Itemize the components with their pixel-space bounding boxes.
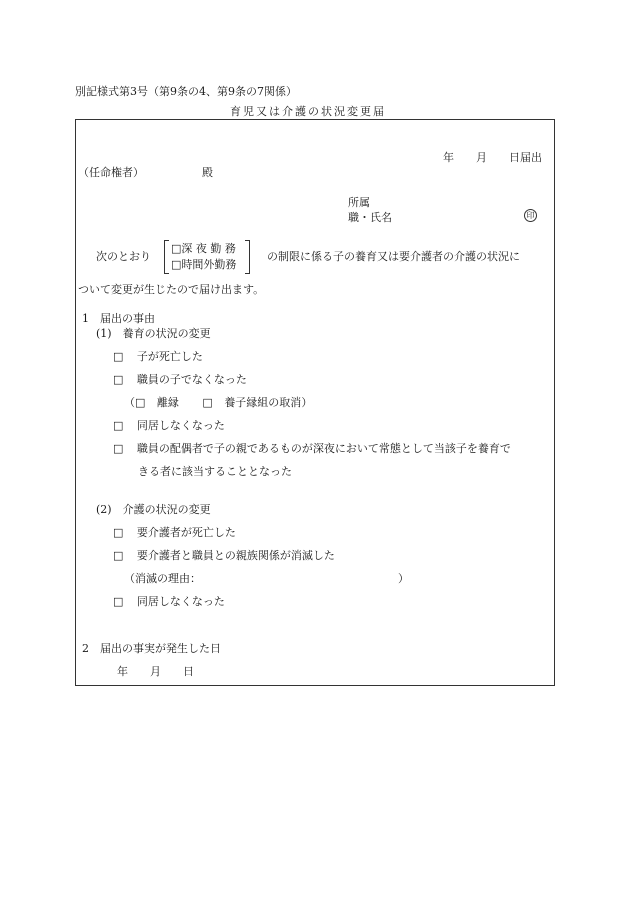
item-kinship-ended[interactable] xyxy=(113,550,335,561)
submission-date[interactable]: 年 月 日届出 xyxy=(443,151,542,164)
checkbox-icon[interactable]: □ xyxy=(202,396,213,409)
paren-open: （ xyxy=(124,396,135,409)
intro-text-line1: の制限に係る子の養育又は要介護者の介護の状況に xyxy=(267,250,520,263)
checkbox-icon[interactable]: □ xyxy=(113,595,124,608)
occurrence-date[interactable]: 年 月 日 xyxy=(117,665,194,678)
bracket-right xyxy=(245,240,250,274)
name-label: 職・氏名 xyxy=(348,211,392,224)
checkbox-icon[interactable]: □ xyxy=(113,419,124,432)
option-label: 時間外勤務 xyxy=(181,258,237,271)
affiliation-label: 所属 xyxy=(348,196,370,209)
item-label: 同居しなくなった xyxy=(136,595,225,608)
item-care-no-longer-coresident[interactable] xyxy=(113,596,225,607)
intro-text-line2: ついて変更が生じたので届け出ます。 xyxy=(78,283,265,296)
item-child-died[interactable] xyxy=(113,351,203,362)
item-label: 要介護者が死亡した xyxy=(136,526,236,539)
seal-mark-icon: 印 xyxy=(524,209,537,222)
reason-close: ） xyxy=(398,572,409,585)
reason-input[interactable] xyxy=(200,571,395,585)
item-spouse-can-care[interactable] xyxy=(113,443,511,454)
item-spouse-can-care-cont: きる者に該当することとなった xyxy=(138,465,292,478)
reason-label: （消滅の理由： xyxy=(124,572,201,585)
checkbox-icon[interactable]: □ xyxy=(171,242,182,255)
option-overtime-work[interactable] xyxy=(171,259,236,270)
section2-heading: 2 届出の事実が発生した日 xyxy=(82,642,221,655)
bracket-left xyxy=(164,240,169,274)
checkbox-icon[interactable]: □ xyxy=(113,549,124,562)
item-label: 要介護者と職員との親族関係が消滅した xyxy=(136,549,335,562)
childcare-heading: (1) 養育の状況の変更 xyxy=(96,327,211,340)
item-label: 同居しなくなった xyxy=(136,419,225,432)
nursing-heading: (2) 介護の状況の変更 xyxy=(96,503,211,516)
item-no-longer-child[interactable] xyxy=(113,374,247,385)
intro-lead: 次のとおり xyxy=(96,250,151,263)
item-no-longer-coresident[interactable] xyxy=(113,420,225,431)
item-label: 職員の配偶者で子の親であるものが深夜において常態として当該子を養育で xyxy=(136,442,511,455)
checkbox-icon[interactable]: □ xyxy=(171,258,182,271)
item-label: 職員の子でなくなった xyxy=(136,373,247,386)
item-care-recipient-died[interactable] xyxy=(113,527,236,538)
checkbox-icon[interactable]: □ xyxy=(113,526,124,539)
section1-heading: 1 届出の事由 xyxy=(82,312,155,325)
paren-close: ） xyxy=(301,396,313,409)
checkbox-icon[interactable]: □ xyxy=(135,396,146,409)
checkbox-icon[interactable]: □ xyxy=(113,350,124,363)
sub-option-dissolution: 離縁 xyxy=(156,396,179,409)
form-reference: 別記様式第3号（第9条の4、第9条の7関係） xyxy=(75,85,297,98)
checkbox-icon[interactable]: □ xyxy=(113,442,124,455)
checkbox-icon[interactable]: □ xyxy=(113,373,124,386)
authority-label: （任命権者） xyxy=(78,166,144,179)
form-title: 育児又は介護の状況変更届 xyxy=(230,105,386,118)
option-night-work[interactable] xyxy=(171,243,236,254)
sub-option-adoption-cancel: 養子縁組の取消 xyxy=(224,396,302,409)
option-label: 深 夜 勤 務 xyxy=(181,242,236,255)
item-label: 子が死亡した xyxy=(136,350,203,363)
honorific: 殿 xyxy=(202,166,213,179)
sub-reasons xyxy=(124,397,312,408)
